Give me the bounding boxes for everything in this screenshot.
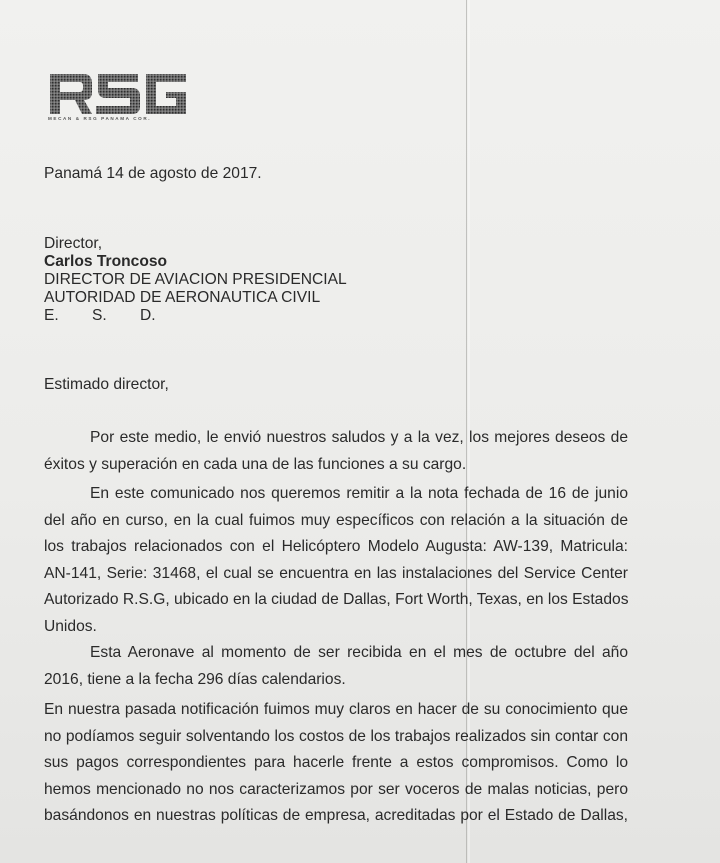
paragraph-line: En este comunicado nos queremos remitir a la nota fechada de 16 de junio [90,485,628,502]
paragraph-line: basándonos en nuestras políticas de empresa, acreditadas por el Estado de Dallas, [44,807,628,825]
recipient-name: Carlos Troncoso [44,253,168,270]
paragraph-line: Unidos. [44,617,97,635]
logo-subtitle: MECAN & RSG PANAMA COR. [48,116,152,121]
recipient-position: DIRECTOR DE AVIACION PRESIDENCIAL [44,271,347,288]
paragraph-line: éxitos y superación en cada una de las funciones a su cargo. [44,455,467,473]
recipient-organization: AUTORIDAD DE AERONAUTICA CIVIL [44,289,321,306]
paragraph-line: Autorizado R.S.G, ubicado en la ciudad de Dallas, Fort Worth, Texas, en los Estados [44,591,629,609]
recipient-esd [44,307,156,325]
paragraph-2 [44,481,628,641]
date-line: Panamá 14 de agosto de 2017. [44,165,262,182]
recipient-title: Director, [44,235,103,252]
esd-s: S. [92,307,107,324]
paragraph-line: AN-141, Serie: 31468, el cual se encuentra en las instalaciones del Service Center [44,564,628,582]
paragraph-1 [44,425,628,478]
paragraph-line: Por este medio, le envió nuestros saludos y a la vez, los mejores deseos de [90,429,628,446]
esd-e: E. [44,307,59,324]
paragraph-line: hemos mencionado no nos caracterizamos por ser voceros de malas noticias, pero [44,780,628,798]
paragraph-line: los trabajos relacionados con el Helicóptero Modelo Augusta: AW-139, Matricula: [44,538,628,556]
greeting: Estimado director, [44,376,169,393]
paragraph-4 [44,697,628,830]
esd-d: D. [140,307,156,324]
paragraph-line: 2016, tiene a la fecha 296 días calendarios. [44,670,346,688]
paragraph-line: Esta Aeronave al momento de ser recibida en el mes de octubre del año [90,644,628,661]
paragraph-line: del año en curso, en la cual fuimos muy específicos con relación a la situación de [44,511,628,529]
paragraph-line: En nuestra pasada notificación fuimos muy claros en hacer de su conocimiento que [44,701,628,718]
paragraph-line: sus pagos correspondientes para hacerle frente a estos compromisos. Como lo [44,754,628,772]
paragraph-3 [44,640,628,693]
paragraph-line: no podíamos seguir solventando los costos de los trabajos realizados sin contar con [44,727,628,745]
